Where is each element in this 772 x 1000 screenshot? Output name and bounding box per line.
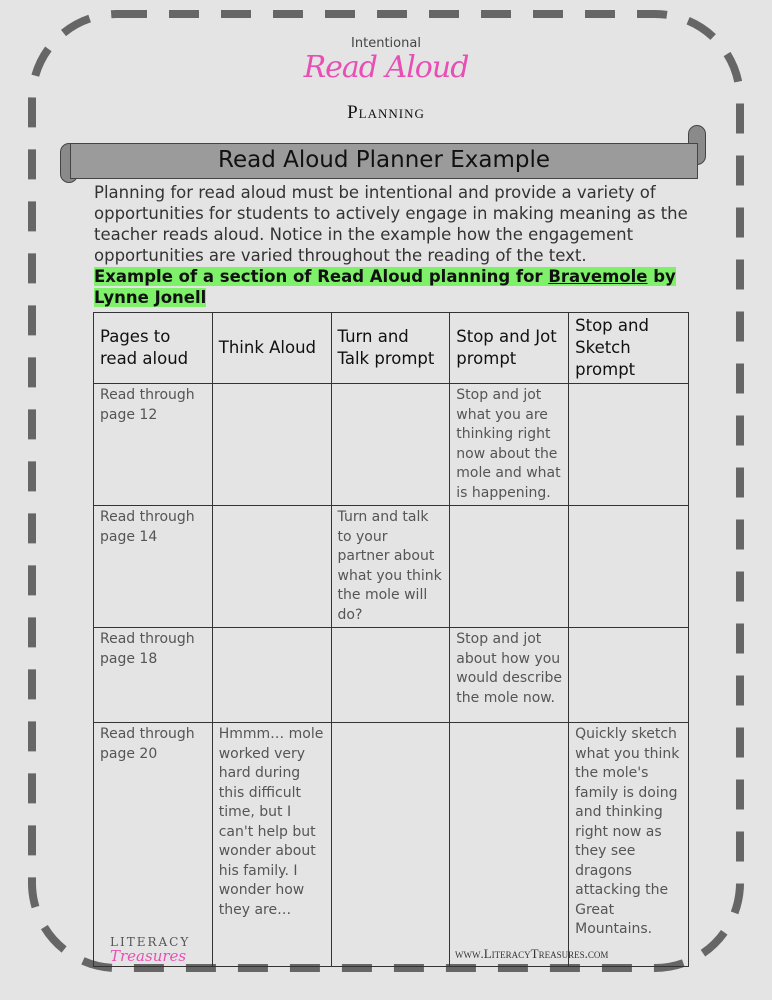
header-intentional: Intentional — [351, 36, 421, 51]
cell: Read through page 18 — [94, 628, 213, 723]
planner-table — [93, 312, 689, 967]
cell — [569, 506, 689, 628]
cell — [212, 628, 331, 723]
cell — [212, 384, 331, 506]
logo-bottom-text: Treasures — [110, 947, 187, 965]
footer-url: www.LiteracyTreasures.com — [455, 946, 609, 961]
page-title-banner: Read Aloud Planner Example — [70, 143, 698, 179]
table-row — [94, 384, 689, 506]
cell — [450, 506, 569, 628]
header-pages: Pages to read aloud — [94, 313, 213, 384]
logo-top-text: LITERACY — [110, 935, 191, 949]
cell — [212, 506, 331, 628]
header-script-title: Read Aloud — [303, 50, 469, 85]
table-header-row — [94, 313, 689, 384]
cell: Hmmm… mole worked very hard during this difficult time, but I can't help but wonder about his family. I wonder how they are… — [212, 723, 331, 967]
header-stop-sketch: Stop and Sketch prompt — [569, 313, 689, 384]
cell: Quickly sketch what you think the mole's family is doing and thinking right now as they see dragons attacking the Great Mountains. — [569, 723, 689, 967]
example-book-title: Bravemole — [548, 267, 648, 286]
cell: Turn and talk to your partner about what you think the mole will do? — [331, 506, 450, 628]
cell — [569, 384, 689, 506]
header-turn-talk: Turn and Talk prompt — [331, 313, 450, 384]
cell: Stop and jot what you are thinking right now about the mole and what is happening. — [450, 384, 569, 506]
table-row — [94, 628, 689, 723]
cell — [331, 628, 450, 723]
cell — [569, 628, 689, 723]
header-planning: Planning — [347, 102, 425, 123]
example-prefix: Example of a section of Read Aloud planning for — [94, 267, 549, 286]
table-row — [94, 723, 689, 967]
cell: Read through page 14 — [94, 506, 213, 628]
header-stop-jot: Stop and Jot prompt — [450, 313, 569, 384]
cell — [331, 384, 450, 506]
cell: Read through page 12 — [94, 384, 213, 506]
cell — [331, 723, 450, 967]
cell: Read through page 20 — [94, 723, 213, 967]
example-suffix: by Lynne Jonell — [94, 267, 676, 307]
header-think-aloud: Think Aloud — [212, 313, 331, 384]
table-row — [94, 506, 689, 628]
cell — [450, 723, 569, 967]
example-caption — [94, 266, 704, 308]
literacy-treasures-logo — [110, 935, 190, 965]
intro-paragraph: Planning for read aloud must be intentional and provide a variety of opportunities for students to actively engage in making meaning as the teacher reads aloud. Notice in the example how the engagement opportunities are varied throughout the reading of the text. — [94, 183, 688, 265]
cell: Stop and jot about how you would describe the mole now. — [450, 628, 569, 723]
